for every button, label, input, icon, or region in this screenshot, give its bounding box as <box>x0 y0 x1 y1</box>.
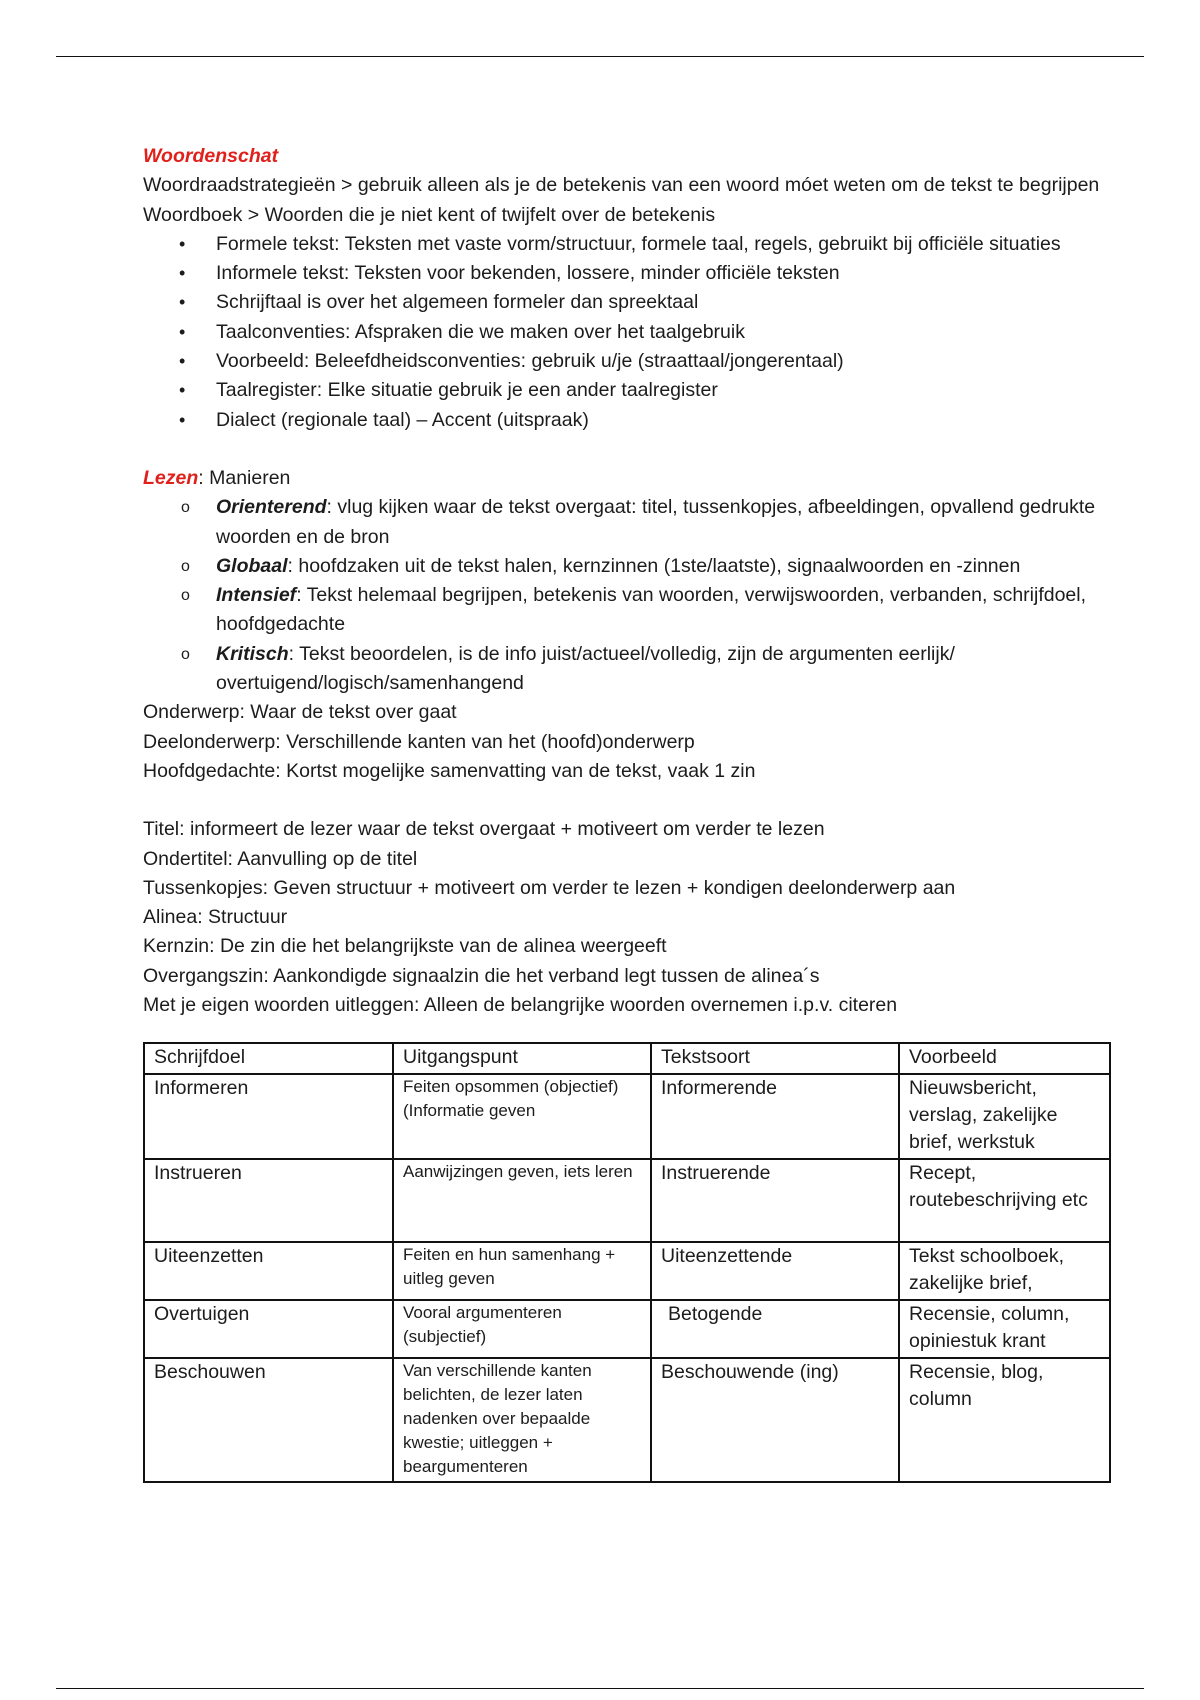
list-item <box>143 493 1113 552</box>
lezen-heading-rest: : Manieren <box>198 466 291 489</box>
table-cell: Feiten en hun samenhang + uitleg geven <box>393 1242 651 1300</box>
tekstdeel-line: Alinea: Structuur <box>143 906 288 929</box>
list-item: • Voorbeeld: Beleefdheidsconventies: gebruik u/je (straattaal/jongerentaal) <box>143 347 1113 376</box>
table-cell: Overtuigen <box>144 1300 393 1358</box>
table-cell: Van verschillende kanten belichten, de lezer laten nadenken over bepaalde kwestie; uitleggen + beargumenteren <box>393 1358 651 1482</box>
table-cell: Betogende <box>651 1300 899 1358</box>
manier-text: : hoofdzaken uit de tekst halen, kernzinnen (1ste/laatste), signaalwoorden en -zinnen <box>287 554 1021 577</box>
table-cell: Uiteenzettende <box>651 1242 899 1300</box>
manier-term: Globaal <box>216 554 288 577</box>
table-cell: Vooral argumenteren (subjectief) <box>393 1300 651 1358</box>
manier-text: : vlug kijken waar de tekst overgaat: titel, tussenkopjes, afbeeldingen, opvallend gedrukte woorden en de bron <box>216 496 1096 548</box>
column-header: Schrijfdoel <box>144 1043 393 1074</box>
definitie-line: Onderwerp: Waar de tekst over gaat <box>143 701 457 724</box>
lezen-heading: Lezen <box>143 466 199 489</box>
table-cell: Recensie, blog, column <box>899 1358 1110 1482</box>
table-cell: Instruerende <box>651 1159 899 1242</box>
manier-term: Kritisch <box>216 642 289 665</box>
definitie-line: Hoofdgedachte: Kortst mogelijke samenvatting van de tekst, vaak 1 zin <box>143 759 756 782</box>
table-cell: Recensie, column, opiniestuk krant <box>899 1300 1110 1358</box>
manier-term: Orienterend <box>216 496 327 519</box>
list-item: • Taalconventies: Afspraken die we maken over het taalgebruik <box>143 318 1113 347</box>
woordenschat-heading: Woordenschat <box>143 145 279 167</box>
manier-text: : Tekst helemaal begrijpen, betekenis van woorden, verwijswoorden, verbanden, schrijfdoel, hoofdgedachte <box>216 584 1087 636</box>
woordenschat-bullets <box>143 230 1113 435</box>
header-rule <box>56 56 1144 57</box>
table-row <box>144 1242 1110 1300</box>
tekstdeel-line: Titel: informeert de lezer waar de tekst overgaat + motiveert om verder te lezen <box>143 818 825 841</box>
table-cell: Uiteenzetten <box>144 1242 393 1300</box>
table-cell: Nieuwsbericht, verslag, zakelijke brief, werkstuk <box>899 1074 1110 1159</box>
schrijfdoel-table <box>143 1042 1111 1483</box>
list-item: • Dialect (regionale taal) – Accent (uitspraak) <box>143 406 1113 435</box>
table-row <box>144 1159 1110 1242</box>
tekstdeel-line: Ondertitel: Aanvulling op de titel <box>143 847 418 870</box>
table-cell: Beschouwen <box>144 1358 393 1482</box>
tekstdeel-line: Overgangszin: Aankondigde signaalzin die het verband legt tussen de alinea´s <box>143 964 820 987</box>
table-row <box>144 1300 1110 1358</box>
definitie-line: Deelonderwerp: Verschillende kanten van het (hoofd)onderwerp <box>143 730 695 753</box>
list-item: • Formele tekst: Teksten met vaste vorm/structuur, formele taal, regels, gebruikt bij officiële situaties <box>143 230 1113 259</box>
column-header: Voorbeeld <box>899 1043 1110 1074</box>
list-item <box>143 640 1113 699</box>
tekstdeel-line: Tussenkopjes: Geven structuur + motiveert om verder te lezen + kondigen deelonderwerp aan <box>143 876 956 899</box>
table-cell: Informeren <box>144 1074 393 1159</box>
footer-rule <box>56 1688 1144 1689</box>
woordraad-line: Woordraadstrategieën > gebruik alleen als je de betekenis van een woord móet weten om de tekst te begrijpen <box>143 174 1100 197</box>
list-item: • Taalregister: Elke situatie gebruik je een ander taalregister <box>143 376 1113 405</box>
table-row <box>144 1074 1110 1159</box>
lezen-heading-line <box>143 464 1113 493</box>
table-cell: Tekst schoolboek, zakelijke brief, <box>899 1242 1110 1300</box>
document-body <box>143 142 1113 1483</box>
list-item: • Informele tekst: Teksten voor bekenden, lossere, minder officiële teksten <box>143 259 1113 288</box>
table-cell: Aanwijzingen geven, iets leren <box>393 1159 651 1242</box>
tekstdeel-line: Met je eigen woorden uitleggen: Alleen de belangrijke woorden overnemen i.p.v. citeren <box>143 994 898 1017</box>
lezen-manieren <box>143 493 1113 698</box>
table-cell: Informerende <box>651 1074 899 1159</box>
table-cell: Beschouwende (ing) <box>651 1358 899 1482</box>
woordboek-line: Woordboek > Woorden die je niet kent of twijfelt over de betekenis <box>143 203 716 226</box>
column-header: Uitgangspunt <box>393 1043 651 1074</box>
table-cell: Recept, routebeschrijving etc <box>899 1159 1110 1242</box>
table-row <box>144 1358 1110 1482</box>
list-item: • Schrijftaal is over het algemeen formeler dan spreektaal <box>143 288 1113 317</box>
list-item <box>143 581 1113 640</box>
manier-term: Intensief <box>216 584 297 607</box>
column-header: Tekstsoort <box>651 1043 899 1074</box>
table-header-row <box>144 1043 1110 1074</box>
manier-text: : Tekst beoordelen, is de info juist/actueel/volledig, zijn de argumenten eerlijk/ overtuigend/logisch/samenhangend <box>216 642 955 695</box>
list-item <box>143 552 1113 581</box>
table-cell: Feiten opsommen (objectief) (Informatie geven <box>393 1074 651 1159</box>
tekstdeel-line: Kernzin: De zin die het belangrijkste van de alinea weergeeft <box>143 935 667 958</box>
table-cell: Instrueren <box>144 1159 393 1242</box>
